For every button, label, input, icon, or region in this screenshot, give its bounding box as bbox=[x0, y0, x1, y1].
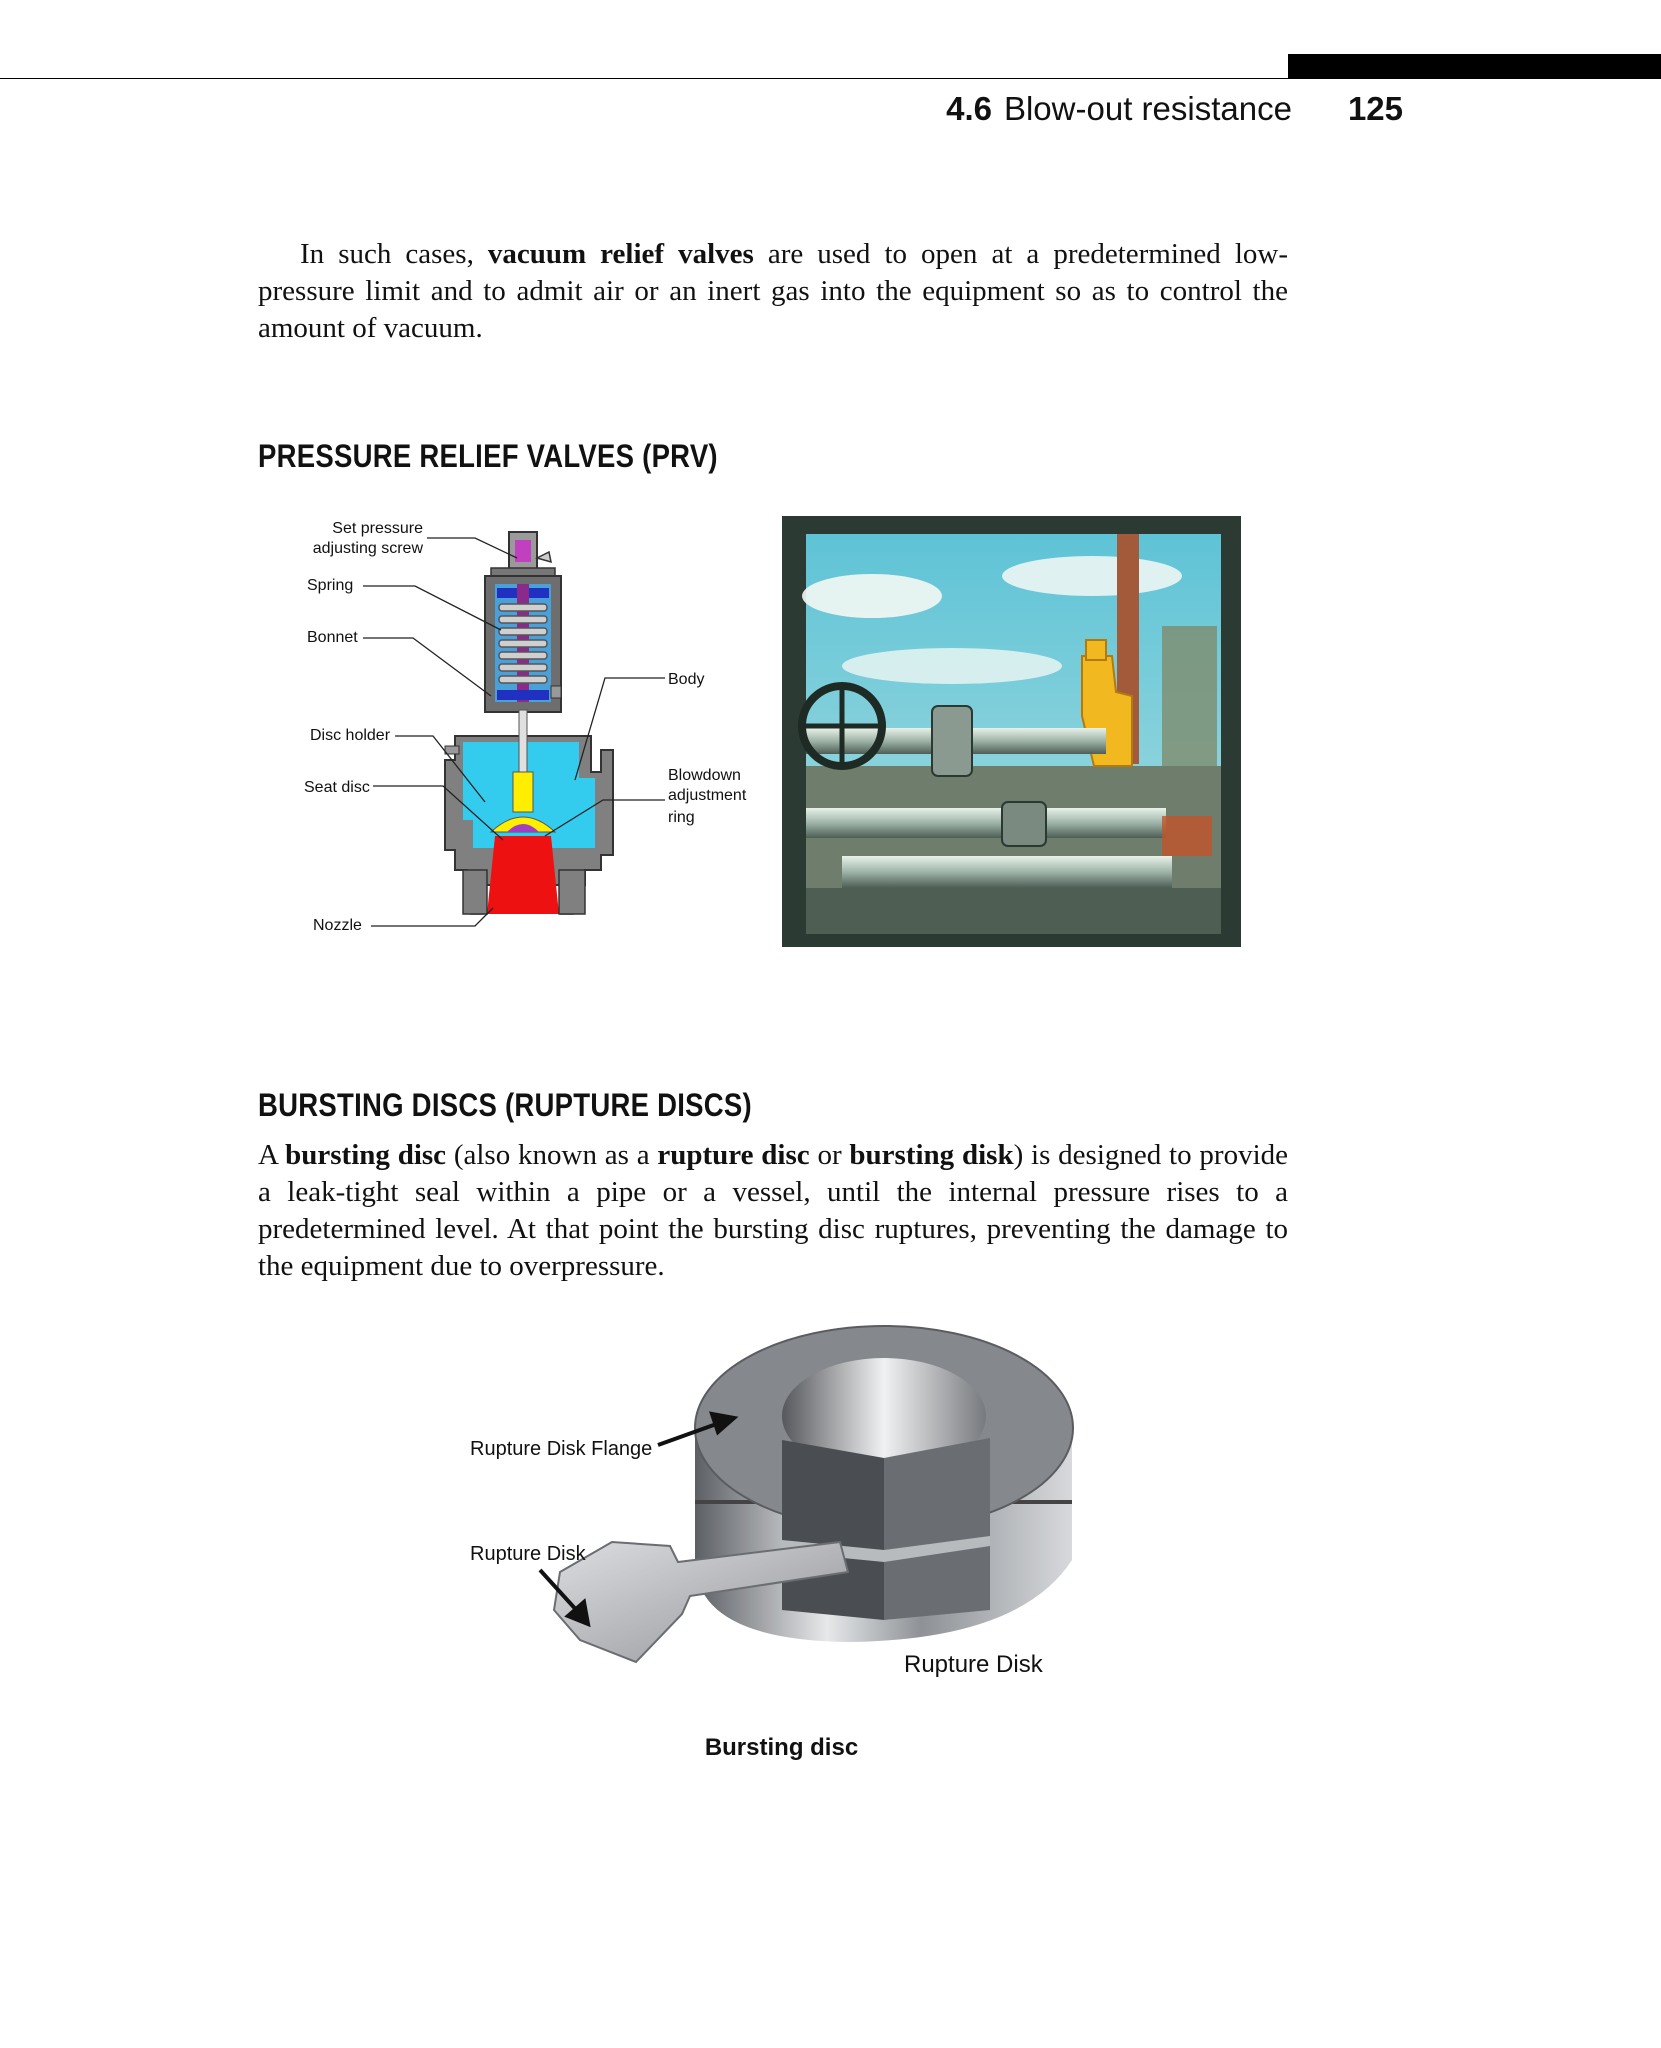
intro-text: In such cases, bbox=[300, 238, 488, 270]
intro-bold-term: vacuum relief valves bbox=[487, 238, 754, 270]
intro-paragraph bbox=[258, 236, 1288, 347]
running-head bbox=[946, 90, 1403, 128]
label-rupture-disk: Rupture Disk bbox=[470, 1543, 586, 1565]
header-rule bbox=[0, 78, 1661, 79]
label-set-pressure-1: Set pressure bbox=[332, 520, 423, 537]
adjusting-screw bbox=[515, 540, 531, 562]
header-bar bbox=[1288, 54, 1661, 79]
label-bonnet: Bonnet bbox=[307, 629, 358, 646]
lever bbox=[537, 552, 551, 562]
section-title: Blow-out resistance bbox=[1003, 90, 1292, 127]
label-body: Body bbox=[668, 671, 705, 688]
label-nozzle: Nozzle bbox=[313, 917, 362, 934]
term-rupture-disc: rupture disc bbox=[657, 1139, 810, 1171]
disc-holder bbox=[513, 772, 533, 812]
spring bbox=[499, 604, 547, 683]
label-blowdown-2: adjustment bbox=[668, 787, 747, 804]
page-number: 125 bbox=[1347, 90, 1403, 127]
label-seat-disc: Seat disc bbox=[304, 779, 370, 796]
bursting-heading: BURSTING DISCS (RUPTURE DISCS) bbox=[258, 1087, 752, 1123]
label-rupture-disk-title: Rupture Disk bbox=[904, 1651, 1043, 1678]
label-blowdown-3: ring bbox=[668, 809, 695, 826]
prv-installation-photo bbox=[782, 516, 1241, 947]
label-rupture-disk-flange: Rupture Disk Flange bbox=[470, 1438, 653, 1460]
rupture-disk-diagram bbox=[460, 1310, 1100, 1700]
section-number: 4.6 bbox=[946, 90, 992, 127]
label-spring: Spring bbox=[307, 577, 354, 594]
intro-text-rest: are used to open at a predetermined low-pressure limit and to admit air or an inert gas into the equipment so as to control the amount of vacuum. bbox=[258, 238, 1288, 344]
bursting-paragraph: A bursting disc (also known as a rupture disc or bursting disk) is designed to provide a leak-tight seal within a pipe or a vessel, until the internal pressure rises to a predetermined level. At that point the bursting disc ruptures, preventing the damage to the equipment due to overpressure. bbox=[258, 1139, 1288, 1282]
term-bursting-disk: bursting disk bbox=[849, 1139, 1014, 1171]
prv-cutaway-diagram bbox=[295, 510, 775, 950]
label-disc-holder: Disc holder bbox=[310, 727, 391, 744]
figure-caption: Bursting disc bbox=[704, 1734, 859, 1761]
nozzle bbox=[487, 836, 559, 914]
cutaway-face bbox=[782, 1440, 884, 1620]
term-bursting-disc: bursting disc bbox=[285, 1139, 447, 1171]
label-set-pressure-2: adjusting screw bbox=[312, 540, 423, 557]
label-blowdown-1: Blowdown bbox=[668, 767, 741, 784]
prv-heading: PRESSURE RELIEF VALVES (PRV) bbox=[258, 438, 718, 474]
